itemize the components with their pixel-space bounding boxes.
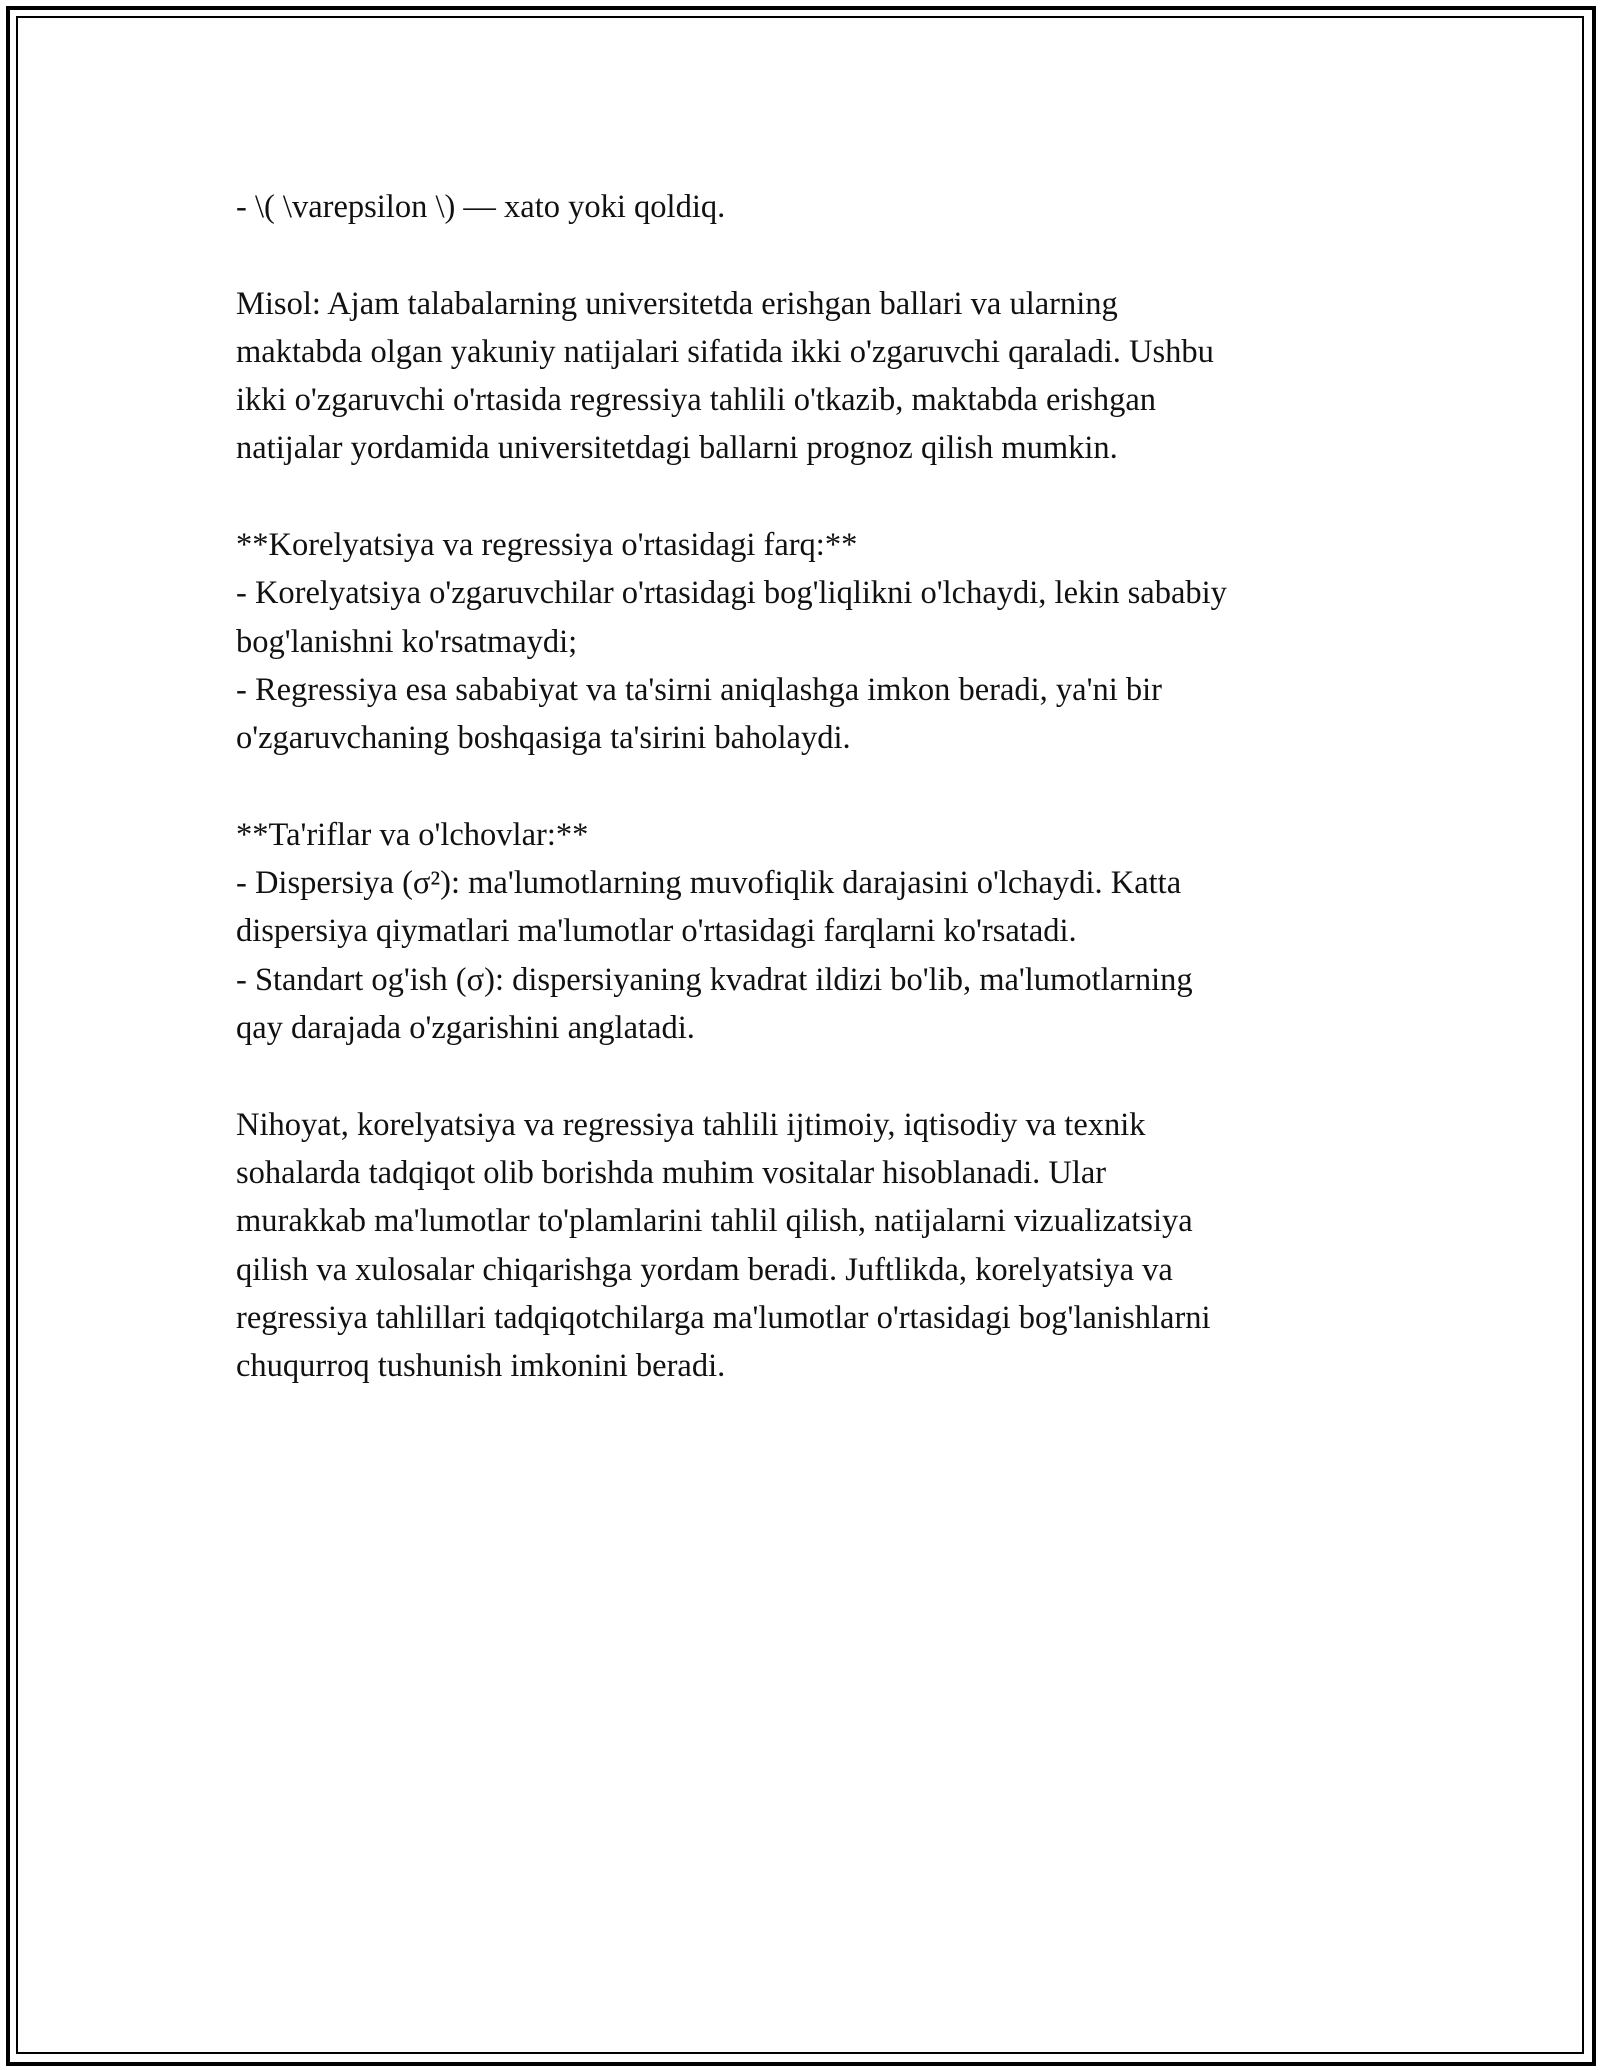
text-line: qilish va xulosalar chiqarishga yordam beradi. Juftlikda, korelyatsiya va [236,1251,1173,1288]
text-line: maktabda olgan yakuniy natijalari sifatida ikki o'zgaruvchi qaraladi. Ushbu [236,333,1214,370]
paragraph-gap [236,473,1366,521]
list-item-standard-deviation: - Standart og'ish (σ): dispersiyaning kvadrat ildizi bo'lib, ma'lumotlarning [236,961,1193,998]
section-correlation-vs-regression [236,521,1366,762]
text-line: chuqurroq tushunish imkonini beradi. [236,1348,726,1385]
section-heading: **Ta'riflar va o'lchovlar:** [236,816,589,853]
list-item-dispersion: - Dispersiya (σ²): ma'lumotlarning muvofiqlik darajasini o'lchaydi. Katta [236,865,1182,902]
text-line: Nihoyat, korelyatsiya va regressiya tahlili ijtimoiy, iqtisodiy va texnik [236,1106,1146,1143]
text-line: Misol: Ajam talabalarning universitetda erishgan ballari va ularning [236,285,1118,322]
paragraph-gap [236,763,1366,811]
document-body [236,183,1366,1390]
paragraph-example [236,280,1366,473]
text-line: sohalarda tadqiqot olib borishda muhim vositalar hisoblanadi. Ular [236,1154,1107,1191]
list-item-regression: - Regressiya esa sababiyat va ta'sirni aniqlashga imkon beradi, ya'ni bir [236,671,1162,708]
section-definitions [236,811,1366,1052]
paragraph-gap [236,1052,1366,1100]
paragraph-conclusion [236,1101,1366,1391]
text-line: qay darajada o'zgarishini anglatadi. [236,1010,695,1047]
paragraph-gap [236,231,1366,279]
section-heading: **Korelyatsiya va regressiya o'rtasidagi farq:** [236,527,858,564]
paragraph-epsilon-definition [236,183,1366,231]
text-line: - \( \varepsilon \) — xato yoki qoldiq. [236,189,726,225]
text-line: ikki o'zgaruvchi o'rtasida regressiya tahlili o'tkazib, maktabda erishgan [236,382,1157,419]
text-line: natijalar yordamida universitetdagi ballarni prognoz qilish mumkin. [236,430,1118,467]
text-line: murakkab ma'lumotlar to'plamlarini tahlil qilish, natijalarni vizualizatsiya [236,1203,1193,1240]
text-line: regressiya tahlillari tadqiqotchilarga ma'lumotlar o'rtasidagi bog'lanishlarni [236,1299,1211,1336]
list-item-correlation: - Korelyatsiya o'zgaruvchilar o'rtasidagi bog'liqlikni o'lchaydi, lekin sababiy [236,575,1227,612]
text-line: o'zgaruvchaning boshqasiga ta'sirini baholaydi. [236,720,851,757]
text-line: dispersiya qiymatlari ma'lumotlar o'rtasidagi farqlarni ko'rsatadi. [236,913,1077,950]
text-line: bog'lanishni ko'rsatmaydi; [236,623,578,660]
